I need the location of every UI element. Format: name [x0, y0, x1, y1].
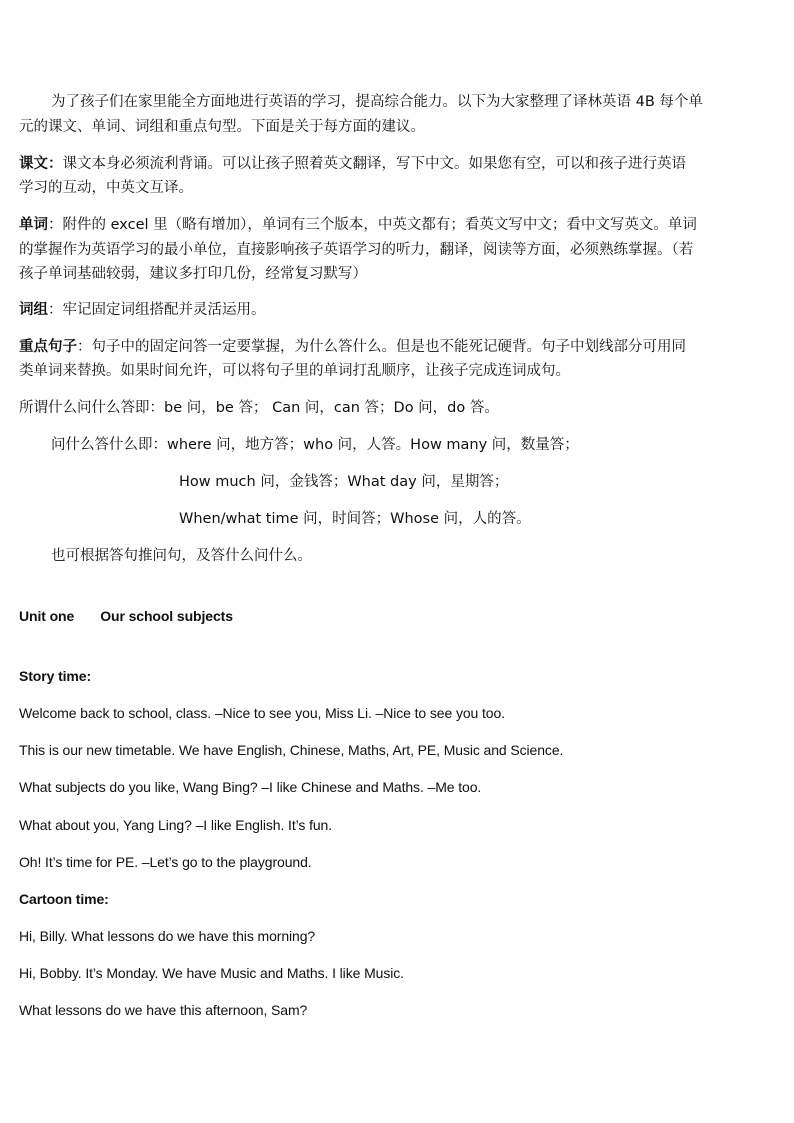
cartoon-line: Hi, Billy. What lessons do we have this morning? [19, 928, 316, 944]
story-heading: Story time: [19, 668, 92, 684]
rules-line-2: 问什么答什么即：where 问，地方答；who 问，人答。How many 问，数量答； [51, 437, 579, 453]
intro-line-1: 为了孩子们在家里能全方面地进行英语的学习，提高综合能力。以下为大家整理了译林英语 4B 每个单 [51, 94, 703, 110]
words-advice-label: 单词 [19, 217, 48, 233]
text-advice-line-2: 学习的互动，中英文互译。 [19, 180, 193, 196]
cartoon-line: What lessons do we have this afternoon, Sam? [19, 1002, 308, 1018]
words-advice-line-3: 孩子单词基础较弱，建议多打印几份，经常复习默写） [19, 266, 367, 282]
cartoon-heading: Cartoon time: [19, 891, 109, 907]
sentences-advice-line-2: 类单词来替换。如果时间允许，可以将句子里的单词打乱顺序，让孩子完成连词成句。 [19, 363, 570, 379]
story-line: What subjects do you like, Wang Bing? –I like Chinese and Maths. –Me too. [19, 779, 482, 795]
cartoon-line: Hi, Bobby. It’s Monday. We have Music and Maths. I like Music. [19, 965, 404, 981]
story-line: Oh! It’s time for PE. –Let’s go to the playground. [19, 854, 312, 870]
rules-line-3: How much 问，金钱答；What day 问，星期答； [179, 474, 509, 490]
text-advice-body-1: 课文本身必须流利背诵。可以让孩子照着英文翻译，写下中文。如果您有空，可以和孩子进行英语 [62, 156, 686, 172]
rules-line-1: 所谓什么问什么答即：be 问，be 答； Can 问，can 答；Do 问，do 答。 [19, 400, 499, 416]
story-line: What about you, Yang Ling? –I like English. It’s fun. [19, 817, 333, 833]
phrases-advice-body: ：牢记固定词组搭配并灵活运用。 [48, 302, 266, 318]
sentences-advice-line-1 [19, 336, 759, 359]
words-advice-line-2: 的掌握作为英语学习的最小单位，直接影响孩子英语学习的听力，翻译，阅读等方面，必须熟练掌握。（若 [19, 242, 694, 258]
story-line: Welcome back to school, class. –Nice to see you, Miss Li. –Nice to see you too. [19, 705, 505, 721]
intro-line-2: 元的课文、单词、词组和重点句型。下面是关于每方面的建议。 [19, 119, 425, 135]
sentences-advice-body-1: ：句子中的固定问答一定要掌握，为什么答什么。但是也不能死记硬背。句子中划线部分可用同 [77, 339, 686, 355]
rules-line-5: 也可根据答句推问句，及答什么问什么。 [51, 548, 312, 564]
unit-number: Unit one [19, 608, 75, 624]
text-advice-line-1 [19, 153, 759, 176]
story-line: This is our new timetable. We have English, Chinese, Maths, Art, PE, Music and Science. [19, 742, 564, 758]
words-advice-body-1: ：附件的 excel 里（略有增加），单词有三个版本，中英文都有；看英文写中文；看中文写英文。单词 [48, 217, 697, 233]
unit-title: Our school subjects [100, 608, 233, 624]
sentences-advice-label: 重点句子 [19, 339, 77, 355]
phrases-advice-line [19, 299, 759, 322]
words-advice-line-1 [19, 214, 759, 237]
unit-heading [19, 605, 759, 628]
rules-line-4: When/what time 问，时间答；Whose 问，人的答。 [179, 511, 531, 527]
phrases-advice-label: 词组 [19, 302, 48, 318]
text-advice-label: 课文： [19, 156, 63, 172]
